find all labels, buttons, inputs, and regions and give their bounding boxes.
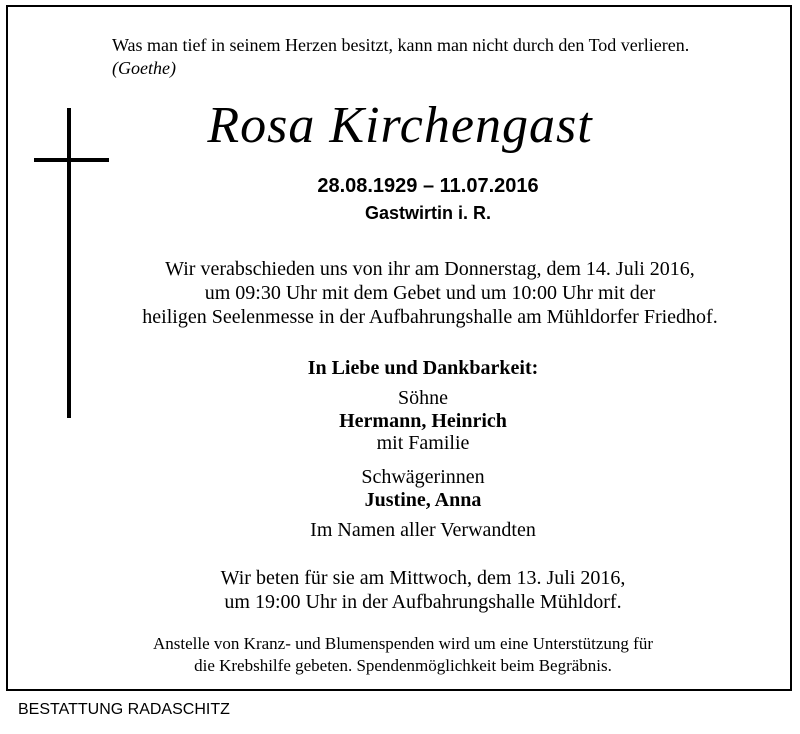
mourner-suffix: mit Familie	[376, 432, 470, 454]
prayer-announcement	[0, 566, 800, 614]
mourners-heading: In Liebe und Dankbarkeit:	[307, 357, 539, 379]
funeral-home-name: BESTATTUNG RADASCHITZ	[18, 701, 230, 718]
mourner-names: Justine, Anna	[364, 489, 482, 511]
donation-note	[0, 633, 800, 677]
funeral-line: um 09:30 Uhr mit dem Gebet und um 10:00 Uhr mit der	[204, 282, 656, 304]
mourner-names: Hermann, Heinrich	[339, 410, 507, 432]
life-dates: 28.08.1929 – 11.07.2016	[317, 175, 539, 197]
quote-text: Was man tief in seinem Herzen besitzt, kann man nicht durch den Tod verlieren.	[112, 35, 690, 55]
prayer-line: Wir beten für sie am Mittwoch, dem 13. Juli 2016,	[220, 567, 626, 589]
deceased-name: Rosa Kirchengast	[207, 97, 593, 154]
funeral-announcement	[0, 257, 800, 329]
donation-line: Anstelle von Kranz- und Blumenspenden wird um eine Unterstützung für	[153, 634, 653, 653]
quote-author: (Goethe)	[112, 58, 176, 78]
mourner-relation: Schwägerinnen	[361, 466, 485, 488]
funeral-line: Wir verabschieden uns von ihr am Donnerstag, dem 14. Juli 2016,	[165, 258, 695, 280]
donation-line: die Krebshilfe gebeten. Spendenmöglichkeit beim Begräbnis.	[194, 656, 612, 675]
mourners-closing: Im Namen aller Verwandten	[310, 519, 536, 541]
occupation: Gastwirtin i. R.	[364, 203, 492, 223]
cross-icon-bar	[34, 158, 109, 162]
mourner-relation: Söhne	[398, 387, 448, 409]
prayer-line: um 19:00 Uhr in der Aufbahrungshalle Mühldorf.	[224, 591, 622, 613]
funeral-line: heiligen Seelenmesse in der Aufbahrungshalle am Mühldorfer Friedhof.	[142, 306, 718, 328]
